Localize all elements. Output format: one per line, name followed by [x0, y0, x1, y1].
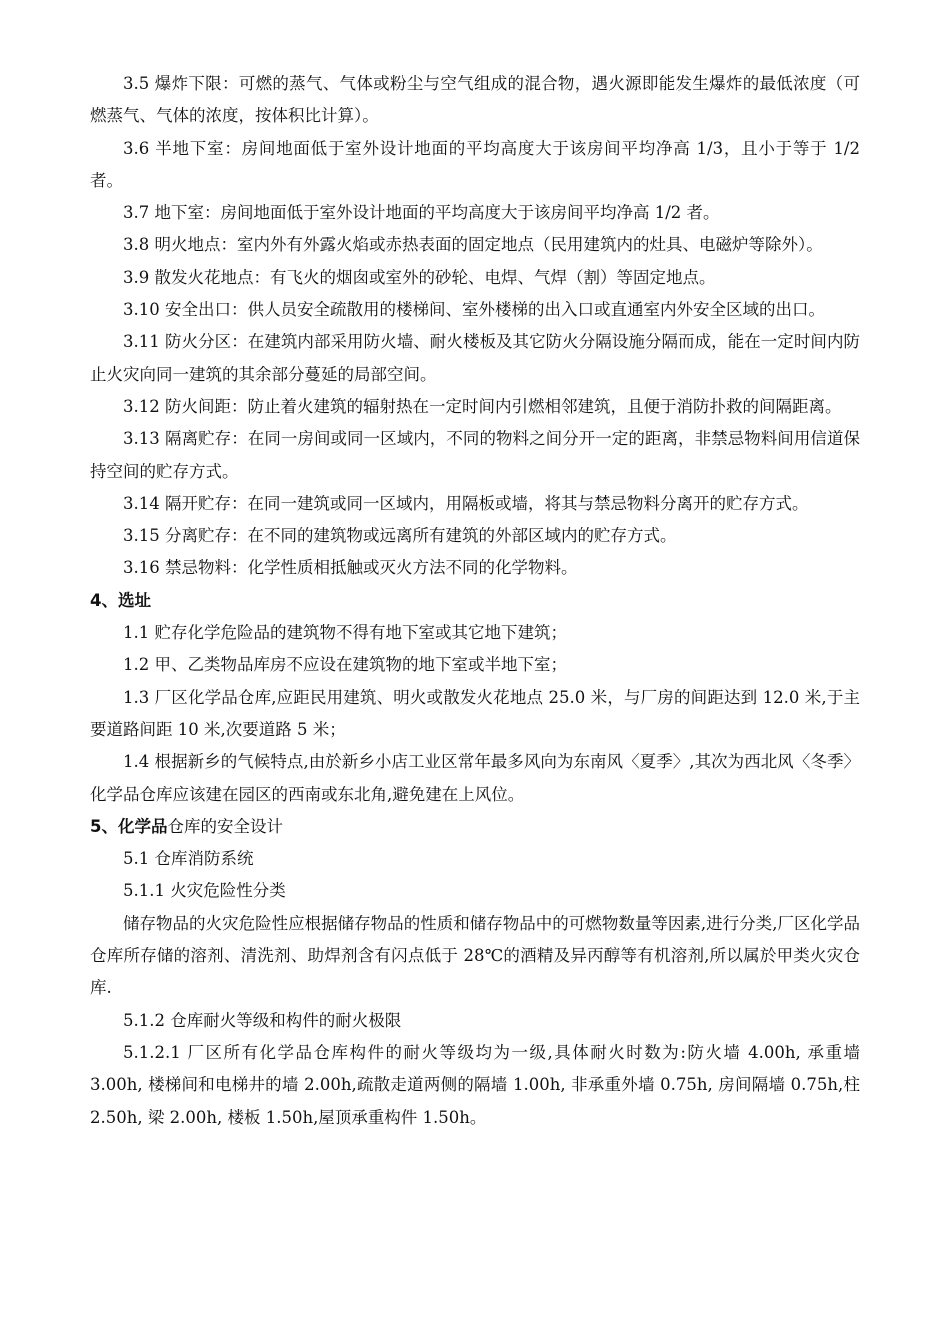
definition-3-10: 3.10 安全出口：供人员安全疏散用的楼梯间、室外楼梯的出入口或直通室内外安全区域的出口。	[123, 300, 825, 320]
definition-3-16: 3.16 禁忌物料：化学性质相抵触或灭火方法不同的化学物料。	[123, 558, 578, 578]
site-item-1-2: 1.2 甲、乙类物品库房不应设在建筑物的地下室或半地下室；	[123, 655, 567, 675]
definition-3-11: 3.11 防火分区：在建筑内部采用防火墙、耐火楼板及其它防火分隔设施分隔而成，能在一定时间内防止火灾向同一建筑的其余部分蔓延的局部空间。	[90, 332, 860, 384]
subsection-5-1-1: 5.1.1 火灾危险性分类	[123, 881, 286, 901]
subsection-5-1: 5.1 仓库消防系统	[123, 849, 254, 869]
section-4-heading: 4、选址	[90, 590, 151, 610]
fire-hazard-classification-paragraph: 储存物品的火灾危险性应根据储存物品的性质和储存物品中的可燃物数量等因素,进行分类,厂区化学品仓库所存储的溶剂、清洗剂、助焊剂含有闪点低于 28℃的酒精及异丙醇等有机溶剂,所以属於甲类火灾仓库.	[90, 913, 860, 998]
fire-resistance-paragraph: 5.1.2.1 厂区所有化学品仓库构件的耐火等级均为一级,具体耐火时数为:防火墙 4.00h, 承重墙 3.00h, 楼梯间和电梯井的墙 2.00h,疏散走道两侧的隔墙 1.00h, 非承重外墙 0.75h, 房间隔墙 0.75h,柱 2.50h, 梁 2.00h, 楼板 1.50h,屋顶承重构件 1.50h。	[90, 1042, 860, 1127]
section-5-heading-rest: 仓库的安全设计	[167, 816, 283, 836]
definition-3-9: 3.9 散发火花地点：有飞火的烟囱或室外的砂轮、电焊、气焊（割）等固定地点。	[123, 267, 716, 287]
definition-3-5: 3.5 爆炸下限：可燃的蒸气、气体或粉尘与空气组成的混合物，遇火源即能发生爆炸的最低浓度（可燃蒸气、气体的浓度，按体积比计算）。	[90, 74, 860, 126]
document-page	[90, 68, 860, 1134]
definition-3-15: 3.15 分离贮存：在不同的建筑物或远离所有建筑的外部区域内的贮存方式。	[123, 526, 677, 546]
definition-3-6: 3.6 半地下室：房间地面低于室外设计地面的平均高度大于该房间平均净高 1/3，且小于等于 1/2 者。	[90, 138, 860, 190]
subsection-5-1-2: 5.1.2 仓库耐火等级和构件的耐火极限	[123, 1010, 402, 1030]
section-5-heading-bold: 5、化学品	[90, 816, 168, 836]
section-5-heading	[90, 811, 860, 843]
definition-3-8: 3.8 明火地点：室内外有外露火焰或赤热表面的固定地点（民用建筑内的灶具、电磁炉等除外）。	[123, 235, 823, 255]
site-item-1-4: 1.4 根据新乡的气候特点,由於新乡小店工业区常年最多风向为东南风〈夏季〉,其次为西北风〈冬季〉化学品仓库应该建在园区的西南或东北角,避免建在上风位。	[90, 752, 860, 804]
definition-3-14: 3.14 隔开贮存：在同一建筑或同一区域内，用隔板或墙，将其与禁忌物料分离开的贮存方式。	[123, 493, 809, 513]
definition-3-12: 3.12 防火间距：防止着火建筑的辐射热在一定时间内引燃相邻建筑，且便于消防扑救的间隔距离。	[123, 396, 842, 416]
site-item-1-3: 1.3 厂区化学品仓库,应距民用建筑、明火或散发火花地点 25.0 米，与厂房的间距达到 12.0 米,于主要道路间距 10 米,次要道路 5 米；	[90, 687, 860, 739]
definition-3-13: 3.13 隔离贮存：在同一房间或同一区域内，不同的物料之间分开一定的距离，非禁忌物料间用信道保持空间的贮存方式。	[90, 429, 860, 481]
definition-3-7: 3.7 地下室：房间地面低于室外设计地面的平均高度大于该房间平均净高 1/2 者。	[123, 203, 720, 223]
site-item-1-1: 1.1 贮存化学危险品的建筑物不得有地下室或其它地下建筑；	[123, 623, 567, 643]
